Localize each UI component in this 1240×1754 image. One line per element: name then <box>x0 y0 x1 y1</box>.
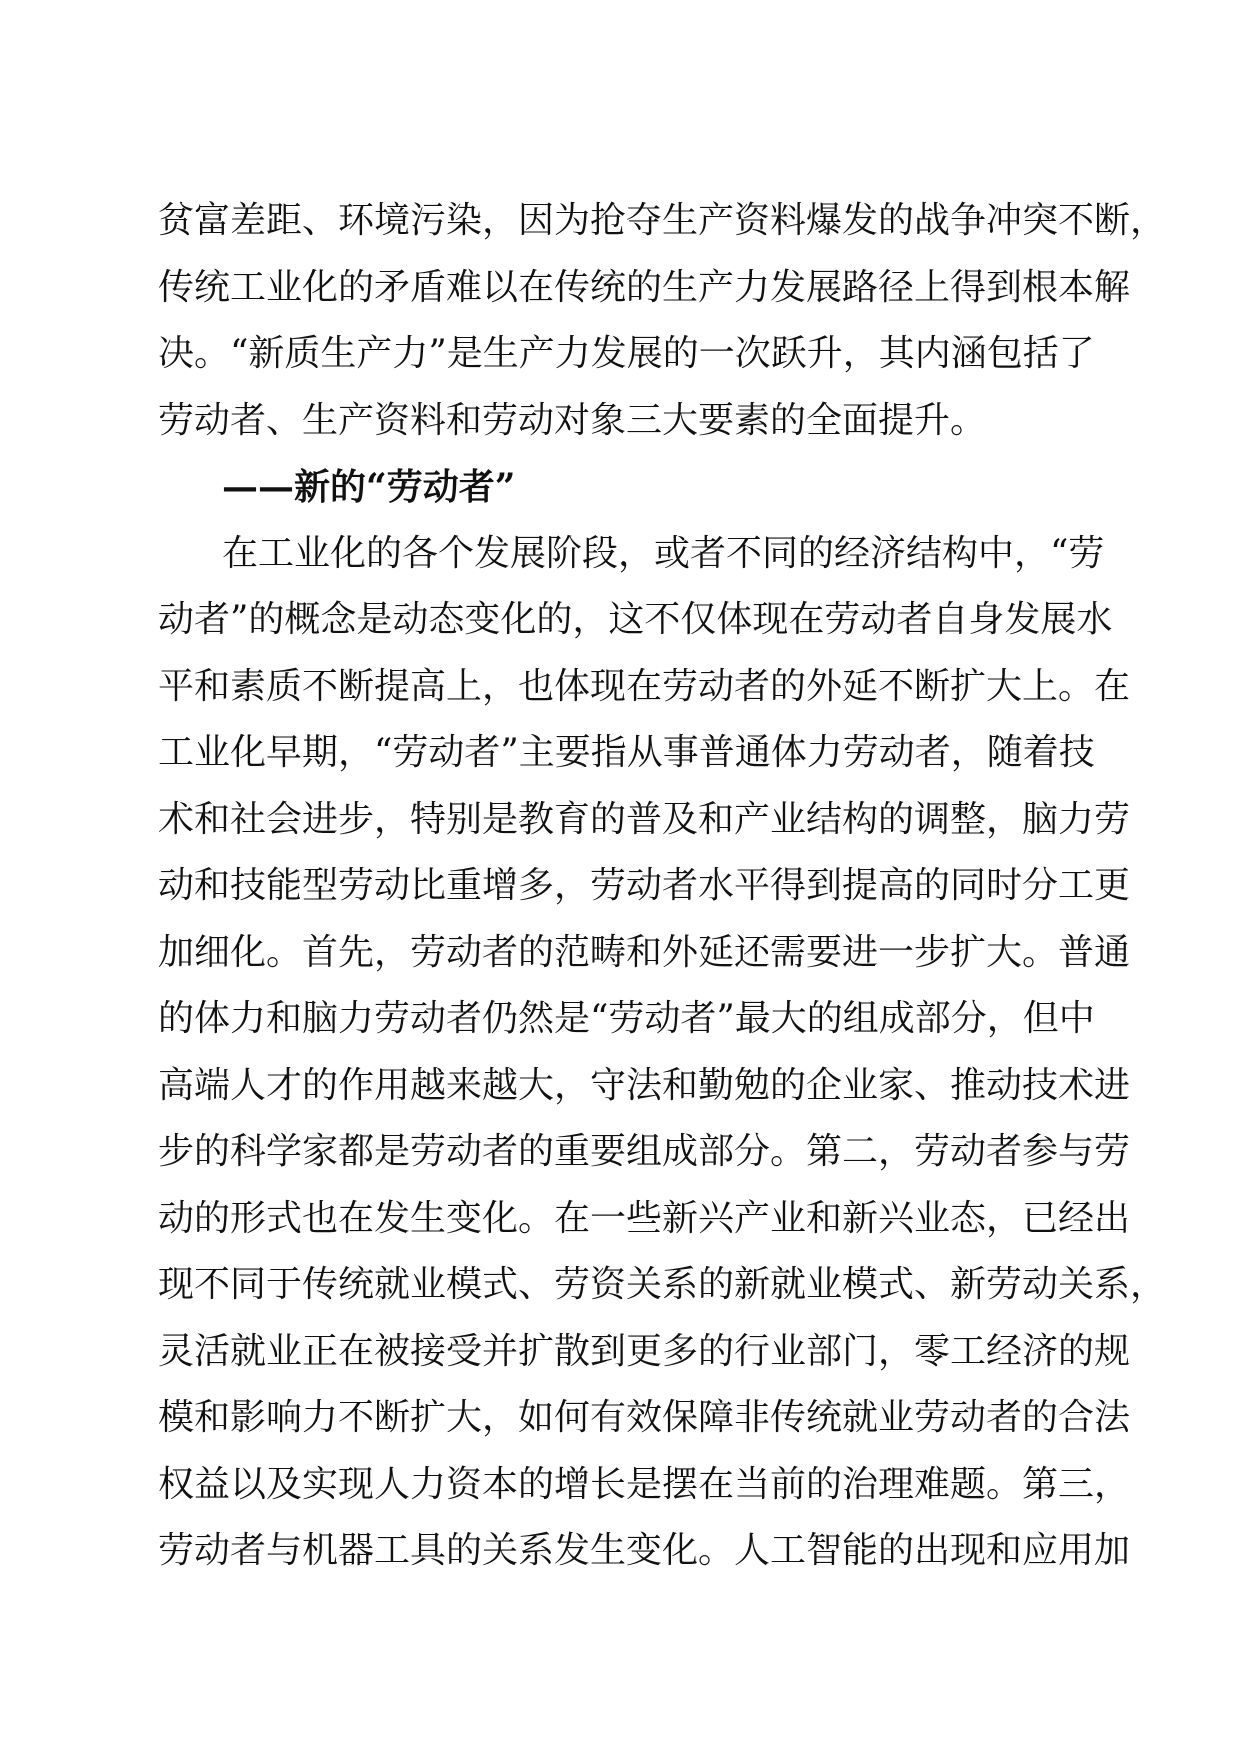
body-line-9: 高端人才的作用越来越大，守法和勤勉的企业家、推动技术进 <box>158 1064 1131 1106</box>
body-line-10: 步的科学家都是劳动者的重要组成部分。第二，劳动者参与劳 <box>158 1131 1131 1172</box>
body-line-6: 动和技能型劳动比重增多，劳动者水平得到提高的同时分工更 <box>158 865 1131 906</box>
body-line-3: 平和素质不断提高上，也体现在劳动者的外延不断扩大上。在 <box>158 665 1131 707</box>
body-line-13: 灵活就业正在被接受并扩散到更多的行业部门，零工经济的规 <box>158 1330 1131 1372</box>
body-line-1: 在工业化的各个发展阶段，或者不同的经济结构中，“劳 <box>222 532 1105 574</box>
body-line-2: 动者”的概念是动态变化的，这不仅体现在劳动者自身发展水 <box>158 599 1113 640</box>
body-line-14: 模和影响力不断扩大，如何有效保障非传统就业劳动者的合法 <box>158 1397 1131 1438</box>
intro-line-3: 决。“新质生产力”是生产力发展的一次跃升，其内涵包括了 <box>158 333 1095 374</box>
body-line-5: 术和社会进步，特别是教育的普及和产业结构的调整，脑力劳 <box>158 798 1131 840</box>
body-line-8: 的体力和脑力劳动者仍然是“劳动者”最大的组成部分，但中 <box>158 998 1095 1039</box>
intro-line-4: 劳动者、生产资料和劳动对象三大要素的全面提升。 <box>158 399 987 441</box>
body-line-12: 现不同于传统就业模式、劳资关系的新就业模式、新劳动关系， <box>158 1264 1167 1305</box>
body-line-16: 劳动者与机器工具的关系发生变化。人工智能的出现和应用加 <box>158 1530 1131 1571</box>
body-text <box>158 188 1167 1585</box>
intro-line-1: 贫富差距、环境污染，因为抢夺生产资料爆发的战争冲突不断， <box>158 200 1167 241</box>
section-heading: ——新的“劳动者” <box>222 466 516 508</box>
intro-line-2: 传统工业化的矛盾难以在传统的生产力发展路径上得到根本解 <box>158 266 1131 308</box>
body-line-7: 加细化。首先，劳动者的范畴和外延还需要进一步扩大。普通 <box>158 931 1131 973</box>
body-line-11: 动的形式也在发生变化。在一些新兴产业和新兴业态，已经出 <box>158 1197 1131 1239</box>
body-line-4: 工业化早期，“劳动者”主要指从事普通体力劳动者，随着技 <box>158 732 1095 773</box>
body-line-15: 权益以及实现人力资本的增长是摆在当前的治理难题。第三， <box>158 1463 1131 1505</box>
